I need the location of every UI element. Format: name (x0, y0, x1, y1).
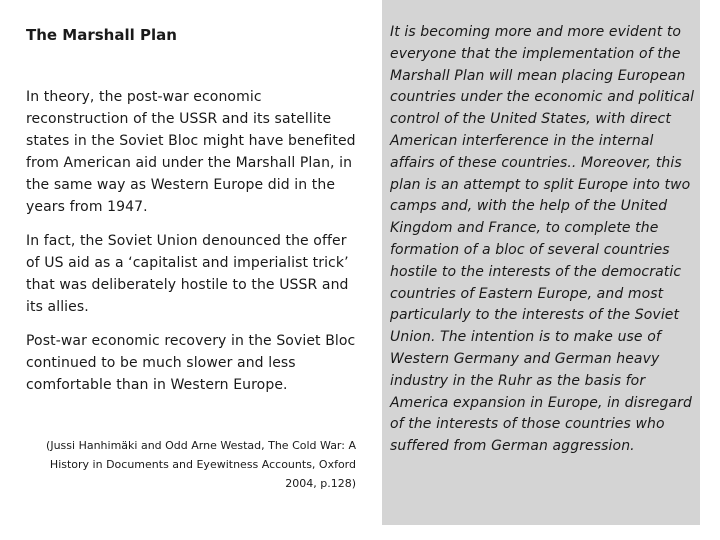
quote-box (382, 0, 700, 525)
quote-text: It is becoming more and more evident to everyone that the implementation of the Marshall Plan will mean placing European countries under the economic and political control of the United States, with direct American interference in the internal affairs of these countries.. Moreover, this plan is an attempt to split Europe into two camps and, with the help of the United Kingdom and France, to complete the formation of a bloc of several countries hostile to the interests of the democratic countries of Eastern Europe, and most particularly to the interests of the Soviet Union. The intention is to make use of Western Germany and German heavy industry in the Ruhr as the basis for America expansion in Europe, in disregard of the interests of those countries who suffered from German aggression. (390, 24, 695, 455)
paragraph-denounced: In fact, the Soviet Union denounced the offer of US aid as a ‘capitalist and imperialist trick’ that was deliberately hostile to the USSR and its allies. (26, 233, 349, 315)
citation: (Jussi Hanhimäki and Odd Arne Westad, The Cold War: A History in Documents and Eyewitness Accounts, Oxford 2004, p.128) (46, 439, 356, 490)
paragraph-theory: In theory, the post-war economic reconstruction of the USSR and its satellite states in the Soviet Bloc might have benefited from American aid under the Marshall Plan, in the same way as Western Europe did in the years from 1947. (26, 89, 356, 215)
page-title: The Marshall Plan (26, 26, 177, 44)
left-column (26, 24, 360, 493)
paragraph-recovery: Post-war economic recovery in the Soviet Bloc continued to be much slower and less comfortable than in Western Europe. (26, 333, 356, 393)
